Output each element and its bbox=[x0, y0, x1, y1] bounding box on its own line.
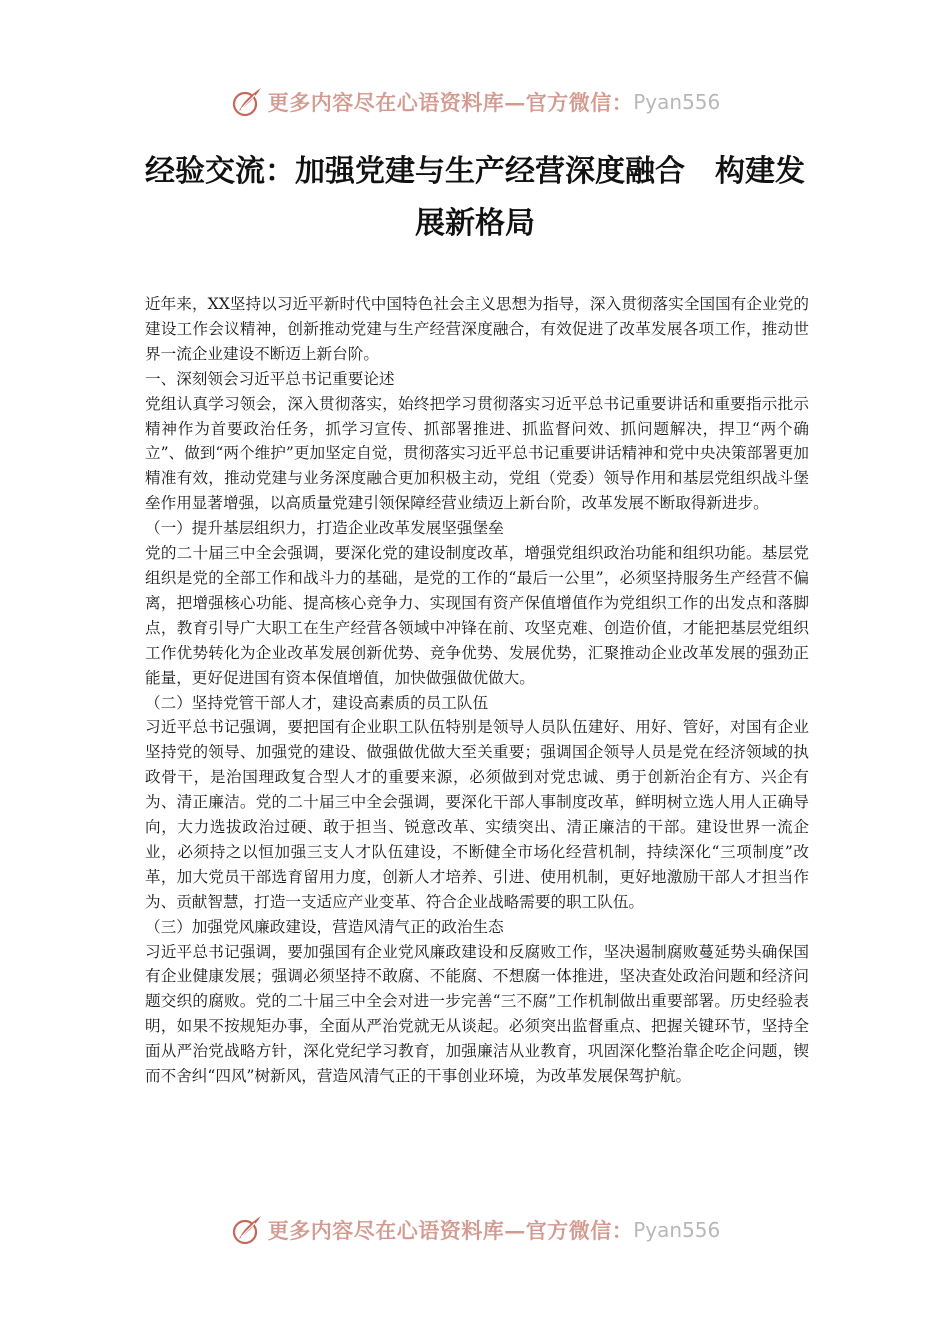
subsection-2-paragraph: 习近平总书记强调，要把国有企业职工队伍特别是领导人员队伍建好、用好、管好，对国有企业坚持党的领导、加强党的建设、做强做优做大至关重要；强调国企领导人员是党在经济领域的执政骨干，是治国理政复合型人才的重要来源，必须做到对党忠诚、勇于创新治企有方、兴企有为、清正廉洁。党的二十届三中全会强调，要深化干部人事制度改革，鲜明树立选人用人正确导向，大力选拔政治过硬、敢于担当、锐意改革、实绩突出、清正廉洁的干部。建设世界一流企业，必须持之以恒加强三支人才队伍建设，不断健全市场化经营机制，持续深化“三项制度”改革，加大党员干部选育留用力度，创新人才培养、引进、使用机制，更好地激励干部人才担当作为、贡献智慧，打造一支适应产业变革、符合企业战略需要的职工队伍。 bbox=[145, 718, 809, 911]
subsection-heading-2: （二）坚持党管干部人才，建设高素质的员工队伍 bbox=[145, 693, 489, 712]
subsection-heading-3: （三）加强党风廉政建设，营造风清气正的政治生态 bbox=[145, 917, 504, 936]
banner-brand-text: 更多内容尽在心语资料库 bbox=[267, 90, 505, 115]
document-body bbox=[145, 292, 809, 1089]
subsection-3-paragraph: 习近平总书记强调，要加强国有企业党风廉政建设和反腐败工作，坚决遏制腐败蔓延势头确保国有企业健康发展；强调必须坚持不敢腐、不能腐、不想腐一体推进，坚决查处政治问题和经济问题交织的腐败。党的二十届三中全会对进一步完善“三不腐”工作机制做出重要部署。历史经验表明，如果不按规矩办事，全面从严治党就无从谈起。必须突出监督重点、把握关键环节，坚持全面从严治党战略方针，深化党纪学习教育，加强廉洁从业教育，巩固深化整治靠企吃企问题，锲而不舍纠“四风”树新风，营造风清气正的干事创业环境，为改革发展保驾护航。 bbox=[145, 942, 809, 1086]
subsection-heading-1: （一）提升基层组织力，打造企业改革发展坚强堡垒 bbox=[145, 519, 504, 538]
quill-logo-icon bbox=[230, 85, 264, 119]
intro-paragraph: 近年来，XX坚持以习近平新时代中国特色社会主义思想为指导，深入贯彻落实全国国有企业党的建设工作会议精神，创新推动党建与生产经营深度融合，有效促进了改革发展各项工作，推动世界一流企业建设不断迈上新台阶。 bbox=[145, 295, 809, 363]
document-title bbox=[120, 146, 830, 250]
title-line-1: 经验交流：加强党建与生产经营深度融合 构建发 bbox=[145, 154, 805, 189]
banner-brand-text: 更多内容尽在心语资料库 bbox=[267, 1218, 505, 1243]
footer-watermark-banner bbox=[0, 1210, 950, 1250]
title-line-2: 展新格局 bbox=[415, 206, 535, 241]
banner-wechat-id: Pyan556 bbox=[633, 90, 721, 114]
section-1-paragraph: 党组认真学习领会，深入贯彻落实，始终把学习贯彻落实习近平总书记重要讲话和重要指示批示精神作为首要政治任务，抓学习宣传、抓部署推进、抓监督问效、抓问题解决，捍卫“两个确立”、做到“两个维护”更加坚定自觉，贯彻落实习近平总书记重要讲话精神和党中央决策部署更加精准有效，推动党建与业务深度融合更加积极主动，党组（党委）领导作用和基层党组织战斗堡垒作用显著增强，以高质量党建引领保障经营业绩迈上新台阶，改革发展不断取得新进步。 bbox=[145, 394, 809, 513]
section-heading-1: 一、深刻领会习近平总书记重要论述 bbox=[145, 369, 395, 388]
banner-wechat-label: —官方微信： bbox=[504, 1218, 634, 1243]
quill-logo-icon bbox=[230, 1213, 264, 1247]
banner-wechat-label: —官方微信： bbox=[504, 90, 634, 115]
header-watermark-banner bbox=[0, 82, 950, 122]
banner-wechat-id: Pyan556 bbox=[633, 1218, 721, 1242]
subsection-1-paragraph: 党的二十届三中全会强调，要深化党的建设制度改革，增强党组织政治功能和组织功能。基层党组织是党的全部工作和战斗力的基础，是党的工作的“最后一公里”，必须坚持服务生产经营不偏离，把增强核心功能、提高核心竞争力、实现国有资产保值增值作为党组织工作的出发点和落脚点，教育引导广大职工在生产经营各领域中冲锋在前、攻坚克难、创造价值，才能把基层党组织工作优势转化为企业改革发展创新优势、竞争优势、发展优势，汇聚推动企业改革发展的强劲正能量，更好促进国有资本保值增值，加快做强做优做大。 bbox=[145, 544, 809, 687]
